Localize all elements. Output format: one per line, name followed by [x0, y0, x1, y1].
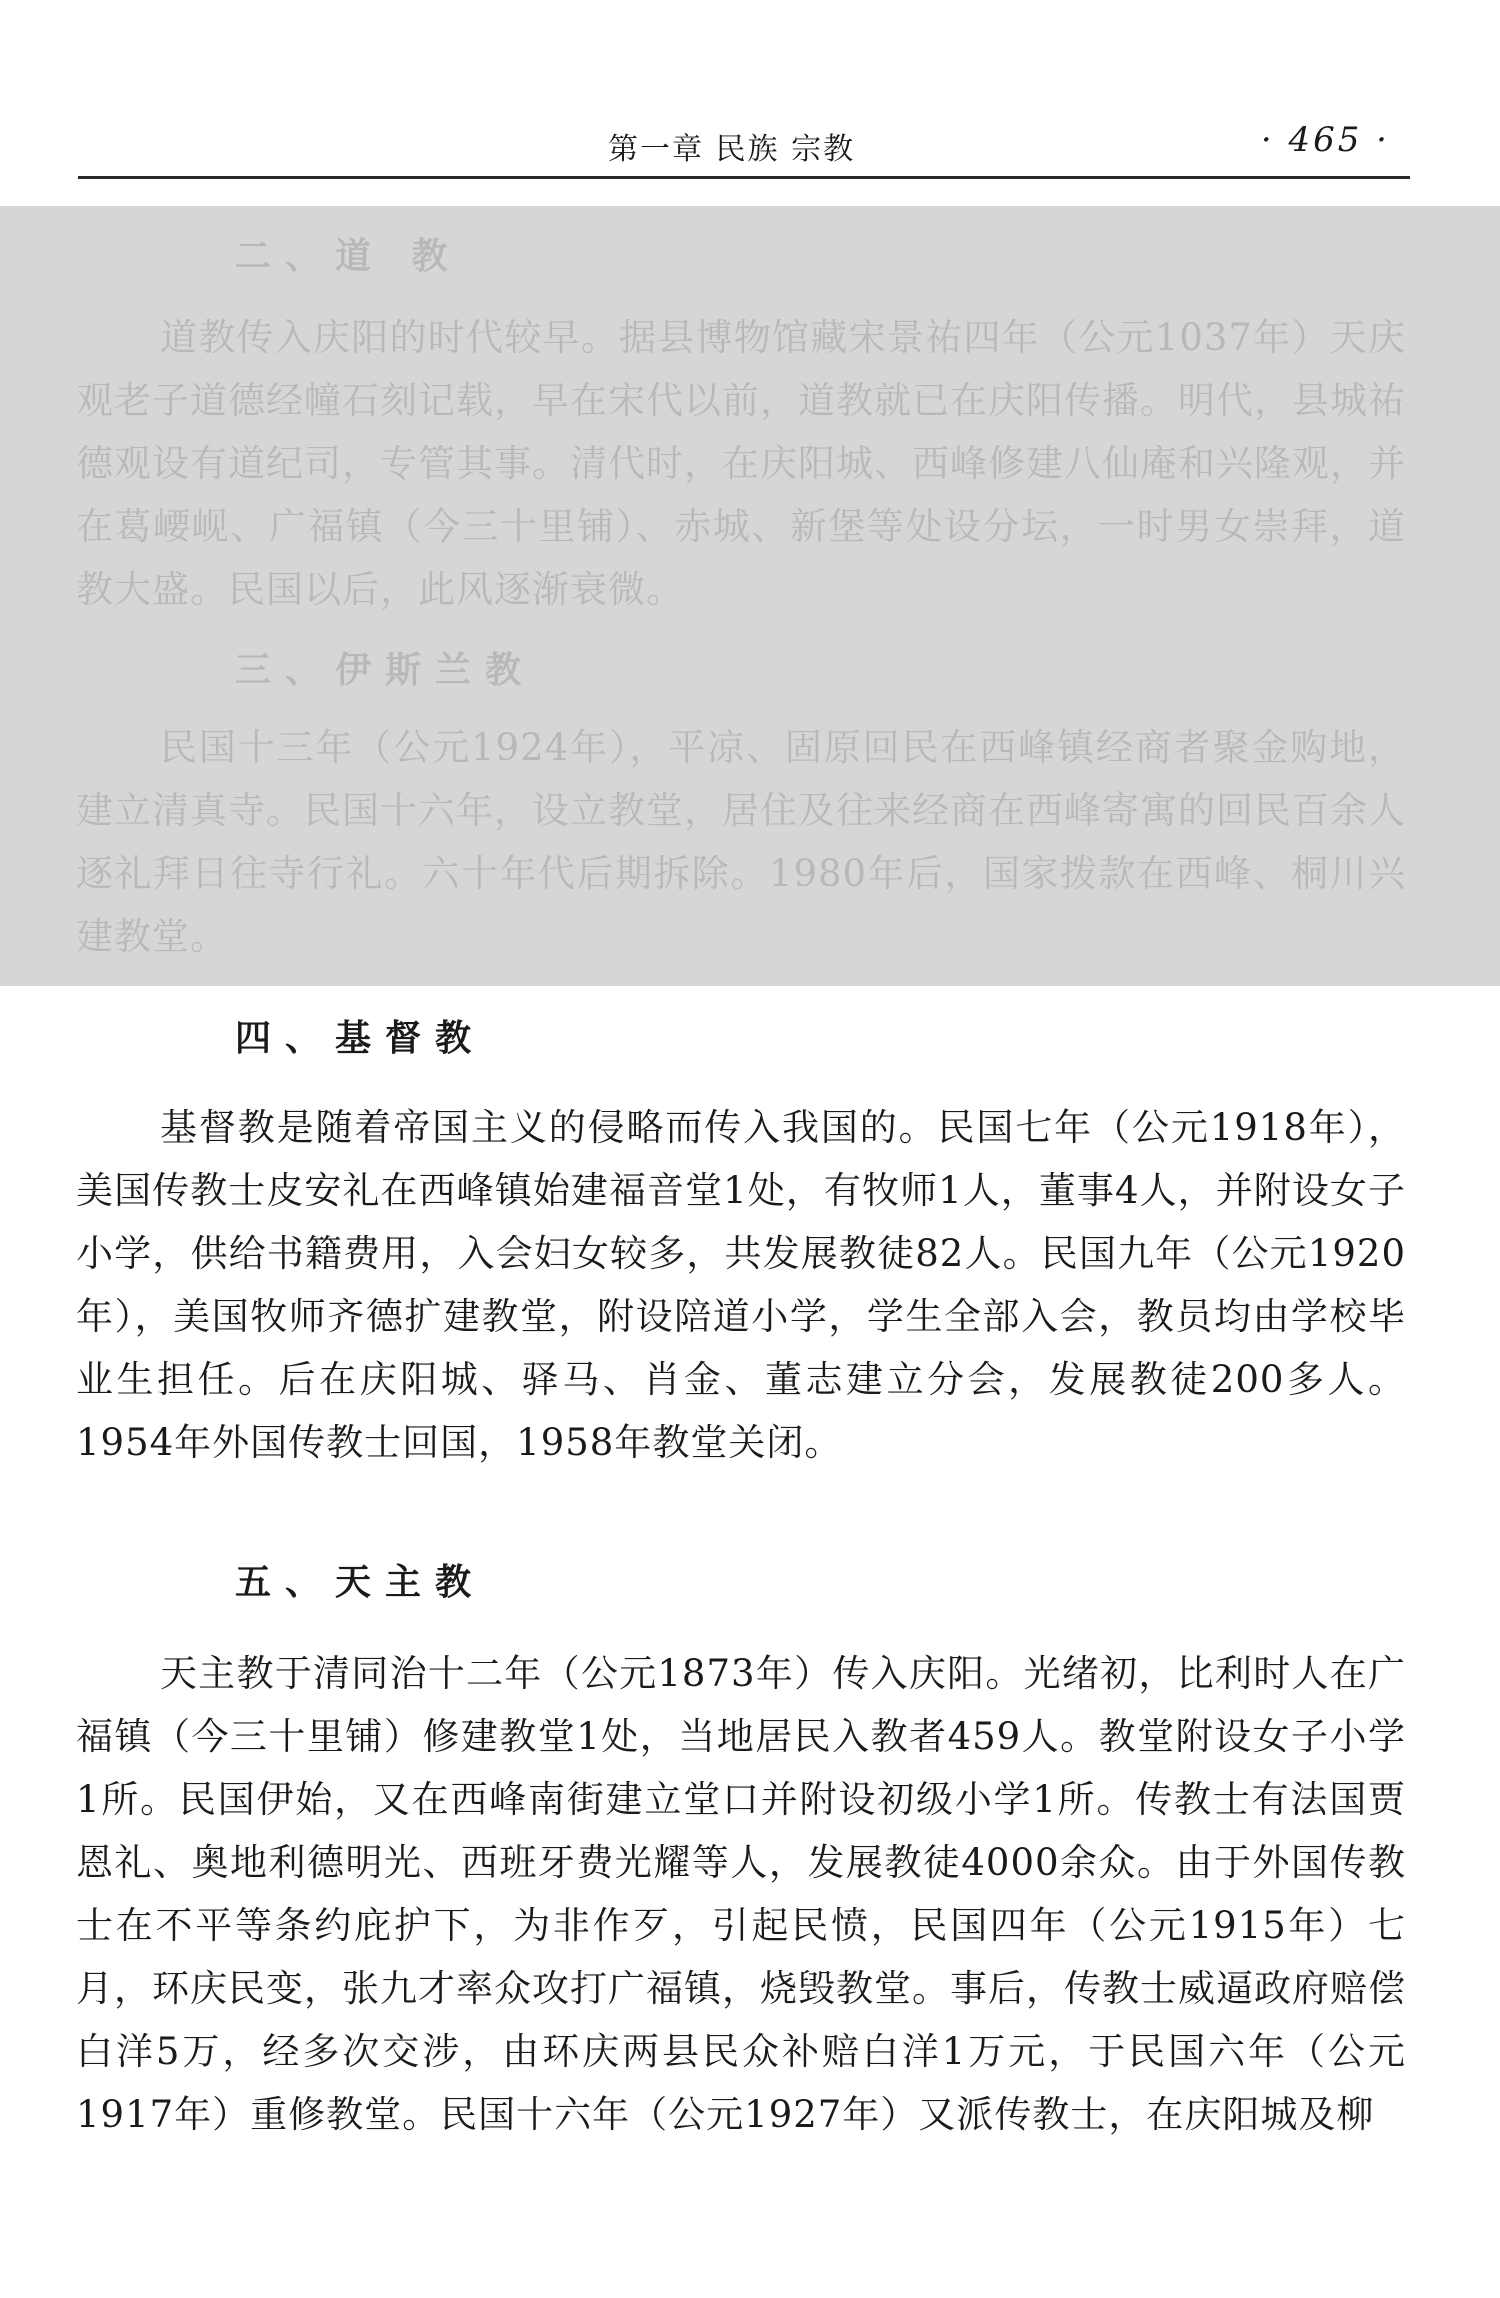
- section-heading-christianity: 四、基督教: [235, 1017, 486, 1059]
- header-rule: [78, 176, 1410, 179]
- section-text-taoism: 道教传入庆阳的时代较早。据县博物馆藏宋景祐四年（公元1037年）天庆观老子道德经幢石刻记载，早在宋代以前，道教就已在庆阳传播。明代，县城祐德观设有道纪司，专管其事。清代时，在庆阳城、西峰修建八仙庵和兴隆观，并在葛崾岘、广福镇（今三十里铺）、赤城、新堡等处设分坛，一时男女崇拜，道教大盛。民国以后，此风逐渐衰微。: [76, 316, 1406, 611]
- page-number: · 465 ·: [1260, 120, 1390, 160]
- shaded-region: [0, 206, 1500, 986]
- section-text-christianity: 基督教是随着帝国主义的侵略而传入我国的。民国七年（公元1918年），美国传教士皮安礼在西峰镇始建福音堂1处，有牧师1人，董事4人，并附设女子小学，供给书籍费用，入会妇女较多，共发展教徒82人。民国九年（公元1920年），美国牧师齐德扩建教堂，附设陪道小学，学生全部入会，教员均由学校毕业生担任。后在庆阳城、驿马、肖金、董志建立分会，发展教徒200多人。1954年外国传教士回国，1958年教堂关闭。: [76, 1106, 1406, 1464]
- section-heading-catholicism: 五、天主教: [235, 1561, 486, 1603]
- section-heading-islam: 三、伊斯兰教: [235, 649, 536, 691]
- running-header: [78, 112, 1410, 167]
- section-heading-taoism: 二、道 教: [235, 235, 462, 277]
- chapter-title: 第一章 民族 宗教: [608, 132, 856, 167]
- section-text-islam: 民国十三年（公元1924年），平凉、固原回民在西峰镇经商者聚金购地，建立清真寺。民国十六年，设立教堂，居住及往来经商在西峰寄寓的回民百余人逐礼拜日往寺行礼。六十年代后期拆除。1980年后，国家拨款在西峰、桐川兴建教堂。: [76, 726, 1406, 958]
- section-text-catholicism: 天主教于清同治十二年（公元1873年）传入庆阳。光绪初，比利时人在广福镇（今三十里铺）修建教堂1处，当地居民入教者459人。教堂附设女子小学1所。民国伊始，又在西峰南街建立堂口并附设初级小学1所。传教士有法国贾恩礼、奥地利德明光、西班牙费光耀等人，发展教徒4000余众。由于外国传教士在不平等条约庇护下，为非作歹，引起民愤，民国四年（公元1915年）七月，环庆民变，张九才率众攻打广福镇，烧毁教堂。事后，传教士威逼政府赔偿白洋5万，经多次交涉，由环庆两县民众补赔白洋1万元，于民国六年（公元1917年）重修教堂。民国十六年（公元1927年）又派传教士，在庆阳城及柳: [76, 1652, 1406, 2136]
